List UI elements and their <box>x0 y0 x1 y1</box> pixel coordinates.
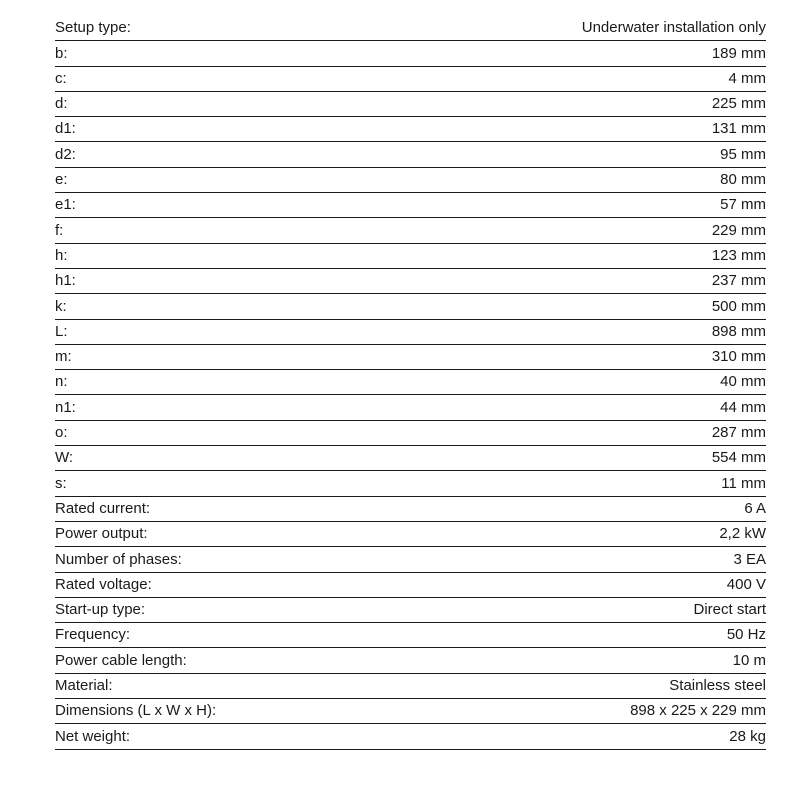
spec-value: 40 mm <box>411 370 767 395</box>
spec-label: n1: <box>55 395 411 420</box>
spec-row <box>55 91 766 116</box>
spec-label: Rated voltage: <box>55 572 411 597</box>
spec-value: 131 mm <box>411 117 767 142</box>
spec-row <box>55 572 766 597</box>
spec-label: Setup type: <box>55 16 411 41</box>
spec-label: d: <box>55 91 411 116</box>
spec-label: Start-up type: <box>55 597 411 622</box>
spec-label: h: <box>55 243 411 268</box>
spec-row <box>55 344 766 369</box>
spec-value: 4 mm <box>411 66 767 91</box>
spec-row <box>55 471 766 496</box>
spec-row <box>55 142 766 167</box>
spec-value: 237 mm <box>411 268 767 293</box>
spec-value: Direct start <box>411 597 767 622</box>
spec-row <box>55 167 766 192</box>
spec-row <box>55 66 766 91</box>
spec-row <box>55 420 766 445</box>
spec-label: k: <box>55 294 411 319</box>
spec-row <box>55 395 766 420</box>
spec-value: Underwater installation only <box>411 16 767 41</box>
spec-value: 2,2 kW <box>411 521 767 546</box>
spec-label: d1: <box>55 117 411 142</box>
spec-value: 95 mm <box>411 142 767 167</box>
spec-value: 310 mm <box>411 344 767 369</box>
spec-value: 500 mm <box>411 294 767 319</box>
spec-table-body <box>55 16 766 749</box>
spec-row <box>55 699 766 724</box>
spec-label: m: <box>55 344 411 369</box>
spec-value: 898 mm <box>411 319 767 344</box>
spec-row <box>55 496 766 521</box>
spec-value: 400 V <box>411 572 767 597</box>
spec-label: n: <box>55 370 411 395</box>
spec-row <box>55 673 766 698</box>
spec-label: s: <box>55 471 411 496</box>
spec-label: c: <box>55 66 411 91</box>
spec-value: 44 mm <box>411 395 767 420</box>
spec-row <box>55 218 766 243</box>
spec-label: e1: <box>55 193 411 218</box>
spec-label: L: <box>55 319 411 344</box>
spec-label: b: <box>55 41 411 66</box>
spec-value: 57 mm <box>411 193 767 218</box>
spec-row <box>55 319 766 344</box>
spec-label: d2: <box>55 142 411 167</box>
spec-row <box>55 16 766 41</box>
spec-value: 6 A <box>411 496 767 521</box>
spec-row <box>55 268 766 293</box>
spec-label: Rated current: <box>55 496 411 521</box>
spec-label: e: <box>55 167 411 192</box>
spec-value: 3 EA <box>411 547 767 572</box>
spec-row <box>55 623 766 648</box>
spec-value: 189 mm <box>411 41 767 66</box>
spec-value: 11 mm <box>411 471 767 496</box>
spec-value: Stainless steel <box>411 673 767 698</box>
spec-value: 229 mm <box>411 218 767 243</box>
spec-value: 80 mm <box>411 167 767 192</box>
spec-label: W: <box>55 446 411 471</box>
spec-value: 50 Hz <box>411 623 767 648</box>
spec-row <box>55 648 766 673</box>
spec-label: Dimensions (L x W x H): <box>55 699 411 724</box>
spec-value: 10 m <box>411 648 767 673</box>
spec-row <box>55 243 766 268</box>
spec-label: h1: <box>55 268 411 293</box>
spec-row <box>55 547 766 572</box>
spec-value: 554 mm <box>411 446 767 471</box>
spec-label: Number of phases: <box>55 547 411 572</box>
spec-label: o: <box>55 420 411 445</box>
spec-row <box>55 370 766 395</box>
spec-row <box>55 41 766 66</box>
spec-value: 898 x 225 x 229 mm <box>411 699 767 724</box>
spec-row <box>55 294 766 319</box>
spec-row <box>55 597 766 622</box>
spec-value: 287 mm <box>411 420 767 445</box>
spec-value: 123 mm <box>411 243 767 268</box>
spec-row <box>55 193 766 218</box>
spec-row <box>55 724 766 749</box>
spec-table <box>55 16 766 750</box>
spec-value: 28 kg <box>411 724 767 749</box>
spec-row <box>55 117 766 142</box>
spec-label: Power cable length: <box>55 648 411 673</box>
spec-value: 225 mm <box>411 91 767 116</box>
spec-label: Power output: <box>55 521 411 546</box>
spec-label: Frequency: <box>55 623 411 648</box>
spec-label: Net weight: <box>55 724 411 749</box>
spec-label: Material: <box>55 673 411 698</box>
spec-label: f: <box>55 218 411 243</box>
spec-row <box>55 446 766 471</box>
spec-row <box>55 521 766 546</box>
